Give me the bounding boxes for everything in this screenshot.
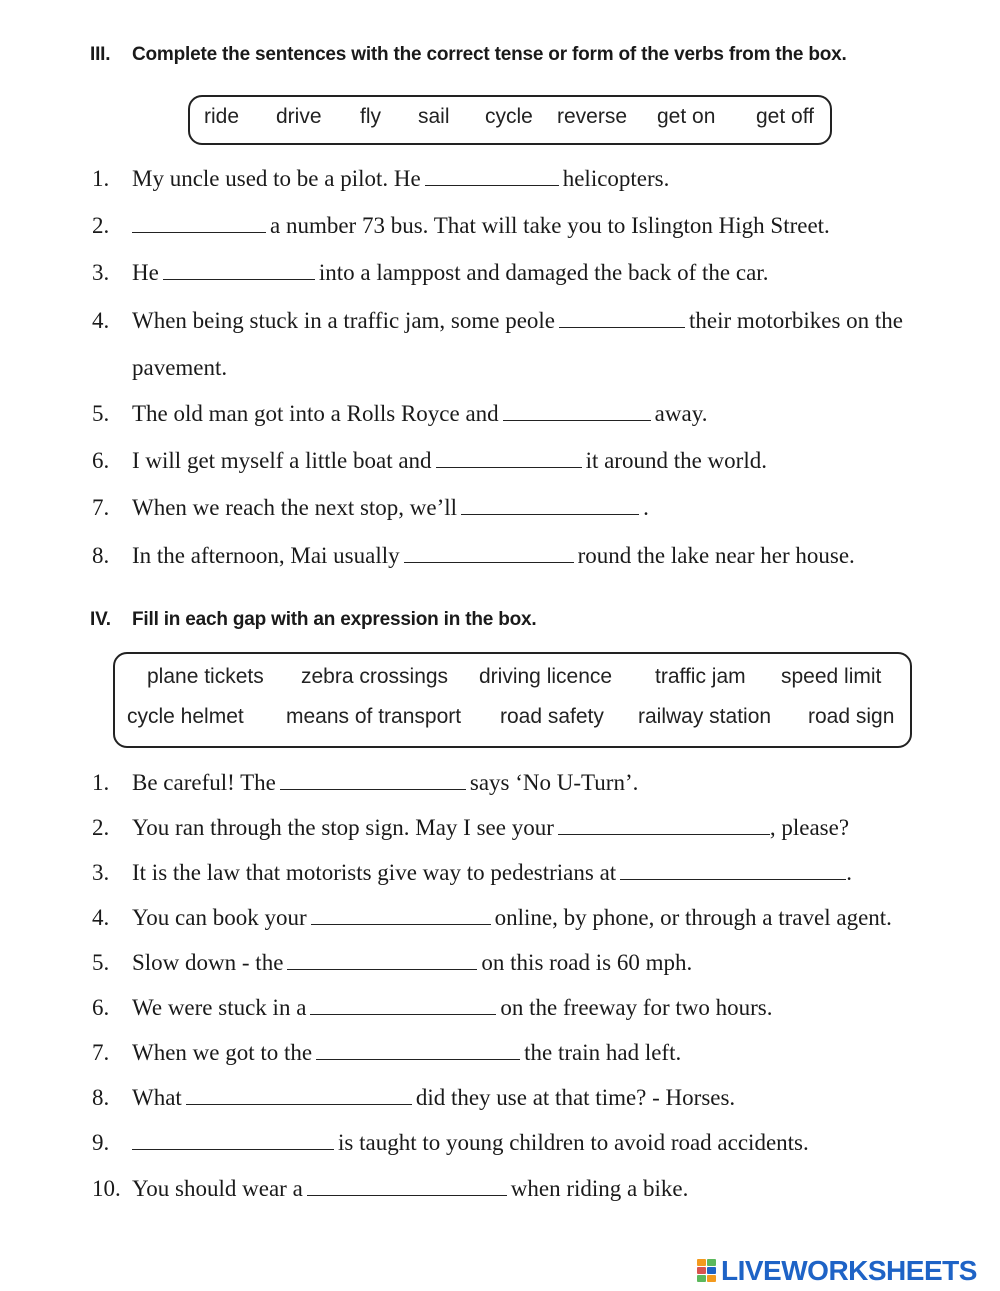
answer-blank[interactable] — [461, 496, 639, 515]
item-number: 6. — [92, 995, 110, 1020]
answer-blank[interactable] — [503, 402, 651, 421]
item-text-after: . — [643, 495, 649, 520]
item-text-after: helicopters. — [562, 166, 670, 191]
expression-box-item: road safety — [500, 705, 604, 728]
item-text-after: online, by phone, or through a travel agent. — [494, 905, 892, 930]
exercise-4-item-10 — [0, 1176, 1000, 1216]
liveworksheets-logo-text: LIVEWORKSHEETS — [721, 1255, 977, 1286]
item-text-before: You can book your — [132, 905, 307, 930]
expression-box-item: railway station — [638, 705, 772, 728]
answer-blank[interactable] — [620, 861, 846, 880]
answer-blank[interactable] — [436, 449, 582, 468]
answer-blank[interactable] — [311, 906, 491, 925]
expression-box-item: plane tickets — [147, 665, 264, 688]
answer-blank[interactable] — [307, 1177, 507, 1196]
expression-box-item: zebra crossings — [301, 665, 449, 688]
answer-blank[interactable] — [558, 816, 770, 835]
item-text-after: round the lake near her house. — [577, 543, 855, 568]
section-3-word-box — [188, 95, 832, 145]
answer-blank[interactable] — [163, 261, 315, 280]
expression-box-item: speed limit — [781, 665, 882, 688]
answer-blank[interactable] — [280, 771, 466, 790]
item-text-after: is taught to young children to avoid road accidents. — [338, 1130, 809, 1155]
item-number: 5. — [92, 950, 110, 975]
exercise-4-item-2 — [0, 815, 1000, 855]
item-text-before: My uncle used to be a pilot. He — [132, 166, 421, 191]
item-number: 9. — [92, 1130, 110, 1155]
exercise-4-item-8 — [0, 1085, 1000, 1125]
word-box-item: cycle — [485, 105, 533, 128]
item-number: 7. — [92, 495, 110, 520]
liveworksheets-logo[interactable] — [697, 1255, 977, 1287]
answer-blank[interactable] — [316, 1041, 520, 1060]
word-box-item: reverse — [557, 105, 628, 128]
exercise-4-item-7 — [0, 1040, 1000, 1080]
expression-box-item: traffic jam — [655, 665, 746, 688]
item-text-after: away. — [654, 401, 708, 426]
section-3-number: III. — [90, 44, 111, 65]
word-box-item: ride — [204, 105, 240, 128]
answer-blank[interactable] — [425, 167, 559, 186]
item-number: 4. — [92, 905, 110, 930]
section-4-number: IV. — [90, 609, 111, 630]
item-number: 2. — [92, 213, 110, 238]
item-text-after: a number 73 bus. That will take you to Islington High Street. — [270, 213, 830, 238]
expression-box-item: road sign — [808, 705, 895, 728]
item-text-before: We were stuck in a — [132, 995, 307, 1020]
exercise-4-item-6 — [0, 995, 1000, 1035]
exercise-4-item-9 — [0, 1130, 1000, 1170]
item-text-after: did they use at that time? - Horses. — [415, 1085, 736, 1110]
answer-blank[interactable] — [132, 1131, 334, 1150]
item-text-before: When we got to the — [132, 1040, 313, 1065]
expression-box-item: driving licence — [479, 665, 613, 688]
item-text-after: it around the world. — [585, 448, 767, 473]
exercise-3-item-3 — [0, 260, 1000, 300]
section-4-expression-box — [113, 652, 912, 748]
item-number: 4. — [92, 308, 110, 333]
answer-blank[interactable] — [310, 996, 496, 1015]
item-text-before: You should wear a — [132, 1176, 303, 1201]
item-text-after: their motorbikes on the — [689, 308, 904, 333]
exercise-4-item-3 — [0, 860, 1000, 900]
word-box-item: get on — [657, 105, 716, 128]
answer-blank[interactable] — [559, 309, 685, 328]
item-text-before: You ran through the stop sign. May I see your — [132, 815, 554, 840]
item-number: 6. — [92, 448, 110, 473]
word-box-item: fly — [360, 105, 381, 128]
item-text-after: says ‘No U-Turn’. — [469, 770, 639, 795]
word-box-item: drive — [276, 105, 322, 128]
item-number: 7. — [92, 1040, 110, 1065]
exercise-4-item-5 — [0, 950, 1000, 990]
exercise-3-item-1 — [0, 166, 1000, 206]
exercise-4-item-4 — [0, 905, 1000, 945]
item-text-before: Be careful! The — [132, 770, 276, 795]
item-text-before: I will get myself a little boat and — [132, 448, 432, 473]
expression-box-item: cycle helmet — [127, 705, 244, 728]
section-3-title — [90, 44, 847, 66]
item-number: 3. — [92, 860, 110, 885]
answer-blank[interactable] — [132, 214, 266, 233]
item-text-after: into a lamppost and damaged the back of the car. — [318, 260, 769, 285]
answer-blank[interactable] — [287, 951, 477, 970]
item-number: 2. — [92, 815, 110, 840]
item-number: 8. — [92, 543, 110, 568]
item-text-after: on the freeway for two hours. — [500, 995, 773, 1020]
item-text-before: It is the law that motorists give way to pedestrians at — [132, 860, 617, 885]
exercise-3-item-4-continued — [0, 355, 1000, 395]
item-number: 3. — [92, 260, 110, 285]
word-box-item: get off — [756, 105, 814, 128]
answer-blank[interactable] — [186, 1086, 412, 1105]
item-number: 1. — [92, 166, 110, 191]
item-text-continued: pavement. — [132, 355, 228, 380]
item-text-after: the train had left. — [524, 1040, 682, 1065]
item-text-before: When we reach the next stop, we’ll — [132, 495, 458, 520]
item-text-after: . — [846, 860, 852, 885]
exercise-3-item-5 — [0, 401, 1000, 441]
liveworksheets-logo-icon — [697, 1258, 717, 1284]
section-4-instruction: Fill in each gap with an expression in the box. — [132, 609, 537, 630]
item-text-before: He — [132, 260, 159, 285]
item-text-after: , please? — [769, 815, 850, 840]
item-number: 5. — [92, 401, 110, 426]
item-number: 8. — [92, 1085, 110, 1110]
item-text-before: In the afternoon, Mai usually — [132, 543, 400, 568]
item-text-before: Slow down - the — [132, 950, 284, 975]
item-text-before: What — [132, 1085, 182, 1110]
item-text-before: When being stuck in a traffic jam, some peole — [132, 308, 556, 333]
answer-blank[interactable] — [404, 544, 574, 563]
item-number: 1. — [92, 770, 110, 795]
item-text-after: on this road is 60 mph. — [481, 950, 693, 975]
exercise-3-item-8 — [0, 543, 1000, 583]
exercise-4-item-1 — [0, 770, 1000, 810]
expression-box-item: means of transport — [286, 705, 462, 728]
item-text-before: The old man got into a Rolls Royce and — [132, 401, 499, 426]
section-4-title — [90, 609, 536, 631]
exercise-3-item-4 — [0, 308, 1000, 348]
exercise-3-item-7 — [0, 495, 1000, 535]
exercise-3-item-6 — [0, 448, 1000, 488]
section-3-instruction: Complete the sentences with the correct tense or form of the verbs from the box. — [132, 44, 847, 65]
item-text-after: when riding a bike. — [510, 1176, 689, 1201]
item-number: 10. — [92, 1176, 121, 1201]
exercise-3-item-2 — [0, 213, 1000, 253]
word-box-item: sail — [418, 105, 450, 128]
